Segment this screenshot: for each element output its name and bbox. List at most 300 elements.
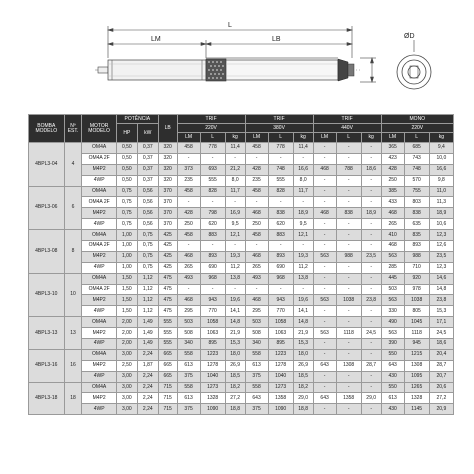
header-hp: HP — [116, 124, 137, 143]
table-cell: 0,75 — [137, 251, 158, 262]
table-row — [29, 360, 454, 371]
table-cell: 21,2 — [225, 164, 245, 175]
table-cell: 1,00 — [116, 230, 137, 241]
table-cell: 508 — [245, 328, 268, 339]
motor-model-cell: M4P2 — [82, 208, 117, 219]
table-cell: 613 — [177, 360, 200, 371]
table-cell: 3,00 — [116, 382, 137, 393]
motor-model-cell: OM4A 2F — [82, 153, 117, 164]
table-cell: 835 — [404, 230, 429, 241]
table-cell: 1,49 — [137, 317, 158, 328]
table-cell: 340 — [177, 339, 200, 350]
table-cell: 428 — [245, 164, 268, 175]
table-cell: - — [336, 371, 361, 382]
table-cell: 15,3 — [293, 339, 313, 350]
table-cell: - — [293, 284, 313, 295]
table-cell: 18,5 — [225, 371, 245, 382]
table-cell: - — [177, 284, 200, 295]
table-cell: - — [268, 153, 293, 164]
table-cell: - — [200, 241, 225, 252]
table-cell: 475 — [158, 306, 177, 317]
table-cell: 563 — [313, 251, 336, 262]
table-cell: - — [268, 197, 293, 208]
header-kg: kg — [225, 133, 245, 143]
table-cell: 555 — [158, 339, 177, 350]
table-cell: 0,56 — [137, 186, 158, 197]
table-cell: 425 — [158, 230, 177, 241]
table-cell: 19,6 — [225, 295, 245, 306]
pump-spec-table — [28, 114, 454, 415]
table-row — [29, 393, 454, 404]
table-header — [29, 115, 454, 143]
table-cell: 643 — [313, 393, 336, 404]
table-cell: - — [225, 197, 245, 208]
table-cell: 988 — [404, 251, 429, 262]
table-cell: - — [268, 241, 293, 252]
table-cell: 16,6 — [293, 164, 313, 175]
table-cell: 1,12 — [137, 284, 158, 295]
table-row — [29, 219, 454, 230]
table-cell: 14,8 — [429, 284, 453, 295]
table-cell: 14,8 — [293, 317, 313, 328]
table-cell: - — [177, 241, 200, 252]
header-lm: LM — [313, 133, 336, 143]
table-cell: 14,8 — [225, 317, 245, 328]
table-cell: - — [313, 306, 336, 317]
table-cell: 1,00 — [116, 241, 137, 252]
table-cell: 18,0 — [225, 349, 245, 360]
motor-model-cell: OM4A — [82, 230, 117, 241]
motor-model-cell: OM4A — [82, 349, 117, 360]
table-cell: 370 — [158, 219, 177, 230]
table-row — [29, 382, 454, 393]
motor-model-cell: 4WP — [82, 371, 117, 382]
table-cell: 1090 — [268, 404, 293, 415]
table-cell: 1278 — [200, 360, 225, 371]
table-cell: 11,4 — [293, 143, 313, 154]
table-cell: - — [361, 262, 381, 273]
table-cell: 423 — [381, 153, 404, 164]
table-cell: 0,50 — [116, 164, 137, 175]
table-cell: - — [313, 404, 336, 415]
table-cell: 828 — [268, 186, 293, 197]
table-cell: 563 — [381, 295, 404, 306]
table-cell: 883 — [200, 230, 225, 241]
table-cell: 18,2 — [225, 382, 245, 393]
table-cell: 893 — [200, 251, 225, 262]
table-row — [29, 153, 454, 164]
table-cell: 26,9 — [293, 360, 313, 371]
table-cell: 11,7 — [293, 186, 313, 197]
table-cell: 375 — [177, 371, 200, 382]
table-row — [29, 241, 454, 252]
table-row — [29, 273, 454, 284]
table-cell: - — [313, 284, 336, 295]
header-l: L — [404, 133, 429, 143]
table-cell: 1328 — [200, 393, 225, 404]
stages-cell: 4 — [64, 143, 82, 187]
table-cell: 9,5 — [225, 219, 245, 230]
table-cell: 15,3 — [225, 339, 245, 350]
table-cell: - — [245, 241, 268, 252]
table-cell: 8,0 — [225, 175, 245, 186]
table-cell: 9,5 — [293, 219, 313, 230]
table-cell: 19,3 — [225, 251, 245, 262]
table-cell: 458 — [245, 230, 268, 241]
header-kw: kW — [137, 124, 158, 143]
table-cell: 2,00 — [116, 317, 137, 328]
table-cell: - — [313, 153, 336, 164]
table-cell: 0,37 — [137, 175, 158, 186]
table-cell: 425 — [158, 251, 177, 262]
table-cell: 20,6 — [429, 382, 453, 393]
stages-cell: 18 — [64, 382, 82, 415]
table-cell: 1,50 — [116, 273, 137, 284]
table-cell: 805 — [404, 306, 429, 317]
stages-cell: 6 — [64, 186, 82, 230]
table-cell: 390 — [381, 339, 404, 350]
table-cell: 28,7 — [429, 360, 453, 371]
motor-model-cell: 4WP — [82, 262, 117, 273]
table-cell: - — [293, 153, 313, 164]
table-cell: - — [336, 273, 361, 284]
table-cell: - — [361, 371, 381, 382]
table-cell: 2,24 — [137, 349, 158, 360]
table-body — [29, 143, 454, 415]
table-cell: 715 — [158, 404, 177, 415]
table-row — [29, 328, 454, 339]
dim-label-D: ØD — [404, 33, 415, 40]
table-cell: 1058 — [268, 317, 293, 328]
table-cell: 428 — [177, 208, 200, 219]
motor-model-cell: OM4A 2F — [82, 284, 117, 295]
table-cell: 493 — [177, 273, 200, 284]
table-cell: 27,2 — [429, 393, 453, 404]
table-cell: 17,1 — [429, 317, 453, 328]
table-cell: 798 — [200, 208, 225, 219]
header-voltage-mono-220: 220V — [381, 124, 453, 133]
header-trif-380: TRIF — [245, 115, 313, 124]
table-cell: 943 — [200, 295, 225, 306]
table-cell: 458 — [245, 186, 268, 197]
table-cell: - — [361, 306, 381, 317]
table-cell: 458 — [245, 143, 268, 154]
table-cell: 2,50 — [116, 360, 137, 371]
header-voltage-220: 220V — [177, 124, 245, 133]
table-cell: - — [336, 230, 361, 241]
table-row — [29, 306, 454, 317]
table-cell: 13,8 — [293, 273, 313, 284]
header-motor-modelo: MOTOR MODELO — [82, 115, 117, 143]
table-cell: 838 — [404, 208, 429, 219]
pump-model-cell: 4BPL3-18 — [29, 382, 65, 415]
table-cell: 643 — [245, 393, 268, 404]
table-cell: 385 — [381, 186, 404, 197]
table-cell: 8,0 — [293, 175, 313, 186]
table-cell: 1063 — [268, 328, 293, 339]
table-cell: 1118 — [336, 328, 361, 339]
table-cell: 503 — [177, 317, 200, 328]
table-cell: 295 — [245, 306, 268, 317]
table-cell: 1273 — [268, 382, 293, 393]
header-n-est: Nº EST. — [64, 115, 82, 143]
table-cell: 778 — [200, 143, 225, 154]
table-cell: 475 — [158, 273, 177, 284]
header-lm: LM — [177, 133, 200, 143]
table-cell: 9,8 — [429, 175, 453, 186]
table-cell: 978 — [404, 284, 429, 295]
table-cell: 1040 — [268, 371, 293, 382]
table-cell: - — [336, 262, 361, 273]
table-cell: 778 — [268, 143, 293, 154]
table-cell: 550 — [381, 382, 404, 393]
table-cell: 503 — [245, 317, 268, 328]
header-trif-440: TRIF — [313, 115, 381, 124]
table-cell: 18,0 — [293, 349, 313, 360]
table-cell: 14,1 — [293, 306, 313, 317]
table-cell: 1,49 — [137, 339, 158, 350]
table-cell: 265 — [381, 219, 404, 230]
table-cell: 1223 — [200, 349, 225, 360]
table-cell: 715 — [158, 393, 177, 404]
table-cell: 1273 — [200, 382, 225, 393]
table-cell: 468 — [313, 164, 336, 175]
motor-model-cell: M4P2 — [82, 164, 117, 175]
table-cell: 13,8 — [225, 273, 245, 284]
table-cell: 563 — [381, 251, 404, 262]
table-cell: 685 — [404, 143, 429, 154]
table-row — [29, 230, 454, 241]
table-cell: 23,5 — [361, 251, 381, 262]
table-cell: - — [361, 317, 381, 328]
stages-cell: 16 — [64, 349, 82, 382]
table-cell: 828 — [200, 186, 225, 197]
table-cell: 0,75 — [116, 186, 137, 197]
motor-model-cell: OM4A — [82, 317, 117, 328]
table-cell: 18,6 — [429, 339, 453, 350]
table-cell: 1095 — [404, 371, 429, 382]
table-cell: 1,87 — [137, 360, 158, 371]
table-cell: - — [200, 153, 225, 164]
table-cell: - — [336, 339, 361, 350]
motor-model-cell: OM4A — [82, 186, 117, 197]
table-cell: 2,24 — [137, 404, 158, 415]
table-cell: 1,49 — [137, 328, 158, 339]
table-cell: 18,2 — [293, 382, 313, 393]
pump-model-cell: 4BPL3-10 — [29, 273, 65, 317]
motor-model-cell: M4P2 — [82, 360, 117, 371]
table-cell: - — [177, 197, 200, 208]
table-cell: 265 — [245, 262, 268, 273]
stages-cell: 13 — [64, 317, 82, 350]
table-cell: 893 — [268, 251, 293, 262]
table-cell: 0,50 — [116, 175, 137, 186]
table-cell: 375 — [245, 371, 268, 382]
table-cell: 425 — [158, 241, 177, 252]
table-cell: - — [225, 284, 245, 295]
dim-label-LB: LB — [272, 36, 281, 43]
table-cell: 9,4 — [429, 143, 453, 154]
table-cell: 555 — [268, 175, 293, 186]
table-cell: - — [293, 197, 313, 208]
table-cell: 555 — [158, 317, 177, 328]
table-cell: 250 — [177, 219, 200, 230]
table-cell: 0,50 — [116, 153, 137, 164]
table-cell: 1058 — [200, 317, 225, 328]
table-cell: 458 — [177, 230, 200, 241]
dim-label-L: L — [228, 22, 232, 29]
table-cell: 968 — [268, 273, 293, 284]
table-cell: 285 — [381, 262, 404, 273]
motor-model-cell: OM4A — [82, 382, 117, 393]
table-row — [29, 175, 454, 186]
table-cell: 0,56 — [137, 219, 158, 230]
header-voltage-440: 440V — [313, 124, 381, 133]
table-cell: - — [313, 241, 336, 252]
motor-model-cell: 4WP — [82, 339, 117, 350]
table-cell: 715 — [158, 382, 177, 393]
table-cell: - — [336, 175, 361, 186]
table-row — [29, 317, 454, 328]
table-cell: 2,24 — [137, 393, 158, 404]
table-cell: - — [361, 143, 381, 154]
table-cell: 16,9 — [225, 208, 245, 219]
table-cell: - — [336, 186, 361, 197]
table-cell: - — [361, 339, 381, 350]
table-cell: 508 — [177, 328, 200, 339]
table-cell: 613 — [381, 393, 404, 404]
table-cell: 28,7 — [361, 360, 381, 371]
table-cell: 10,0 — [429, 153, 453, 164]
table-cell: 29,0 — [361, 393, 381, 404]
table-cell: 468 — [381, 208, 404, 219]
table-row — [29, 404, 454, 415]
table-cell: - — [245, 284, 268, 295]
table-cell: 425 — [158, 262, 177, 273]
table-cell: 235 — [245, 175, 268, 186]
table-cell: 1038 — [404, 295, 429, 306]
table-cell: 20,4 — [429, 349, 453, 360]
table-cell: 11,2 — [293, 262, 313, 273]
table-cell: 18,8 — [225, 404, 245, 415]
table-cell: 968 — [200, 273, 225, 284]
table-cell: 1278 — [268, 360, 293, 371]
table-cell: 428 — [381, 164, 404, 175]
table-cell: 330 — [381, 306, 404, 317]
table-row — [29, 197, 454, 208]
table-cell: 788 — [336, 164, 361, 175]
table-cell: 430 — [381, 404, 404, 415]
table-row — [29, 262, 454, 273]
table-cell: 14,6 — [429, 273, 453, 284]
table-cell: 23,5 — [429, 251, 453, 262]
table-cell: - — [361, 230, 381, 241]
header-trif-220: TRIF — [177, 115, 245, 124]
table-cell: 570 — [404, 175, 429, 186]
table-cell: - — [336, 382, 361, 393]
table-cell: 1328 — [404, 393, 429, 404]
table-cell: - — [313, 371, 336, 382]
table-cell: 11,2 — [225, 262, 245, 273]
table-cell: 563 — [313, 328, 336, 339]
table-cell: 613 — [245, 360, 268, 371]
table-cell: 1,00 — [116, 262, 137, 273]
table-cell: 558 — [245, 382, 268, 393]
table-cell: 18,9 — [293, 208, 313, 219]
table-cell: 1358 — [268, 393, 293, 404]
table-cell: 0,37 — [137, 153, 158, 164]
header-mono: MONO — [381, 115, 453, 124]
table-cell: 893 — [404, 241, 429, 252]
table-cell: 12,1 — [293, 230, 313, 241]
table-cell: 12,1 — [225, 230, 245, 241]
motor-model-cell: OM4A 2F — [82, 241, 117, 252]
table-cell: - — [313, 349, 336, 360]
table-cell: 1090 — [200, 404, 225, 415]
table-cell: 1063 — [200, 328, 225, 339]
table-cell: 29,0 — [293, 393, 313, 404]
table-cell: 1145 — [404, 404, 429, 415]
motor-model-cell: OM4A — [82, 143, 117, 154]
table-cell: 1,50 — [116, 284, 137, 295]
table-cell: 250 — [381, 175, 404, 186]
table-cell: 468 — [313, 208, 336, 219]
table-cell: - — [361, 404, 381, 415]
table-cell: 20,7 — [429, 371, 453, 382]
header-kg: kg — [429, 133, 453, 143]
table-cell: 710 — [404, 262, 429, 273]
table-cell: 1215 — [404, 349, 429, 360]
table-cell: 3,00 — [116, 393, 137, 404]
table-cell: 235 — [177, 175, 200, 186]
table-cell: 340 — [245, 339, 268, 350]
table-cell: - — [361, 382, 381, 393]
table-cell: - — [361, 186, 381, 197]
table-cell: 1040 — [200, 371, 225, 382]
table-cell: 895 — [200, 339, 225, 350]
table-cell: 458 — [177, 186, 200, 197]
table-cell: 0,56 — [137, 208, 158, 219]
table-cell: - — [336, 153, 361, 164]
header-lm: LM — [381, 133, 404, 143]
table-cell: 1308 — [404, 360, 429, 371]
table-cell: - — [177, 153, 200, 164]
stages-cell: 8 — [64, 230, 82, 274]
table-cell: 690 — [200, 262, 225, 273]
table-cell: - — [313, 230, 336, 241]
table-cell: 12,3 — [429, 262, 453, 273]
table-cell: 295 — [177, 306, 200, 317]
table-row — [29, 251, 454, 262]
table-row — [29, 208, 454, 219]
table-row — [29, 143, 454, 154]
table-cell: 0,75 — [116, 197, 137, 208]
table-cell: 26,9 — [225, 360, 245, 371]
stages-cell: 10 — [64, 273, 82, 317]
table-cell: 563 — [381, 328, 404, 339]
table-row — [29, 164, 454, 175]
table-cell: - — [336, 306, 361, 317]
table-cell: 635 — [404, 219, 429, 230]
table-cell: 468 — [245, 251, 268, 262]
table-cell: 1,12 — [137, 295, 158, 306]
table-cell: - — [361, 197, 381, 208]
table-cell: 0,37 — [137, 143, 158, 154]
table-cell: 643 — [381, 360, 404, 371]
table-cell: - — [336, 404, 361, 415]
table-cell: 503 — [381, 284, 404, 295]
table-cell: 433 — [381, 197, 404, 208]
